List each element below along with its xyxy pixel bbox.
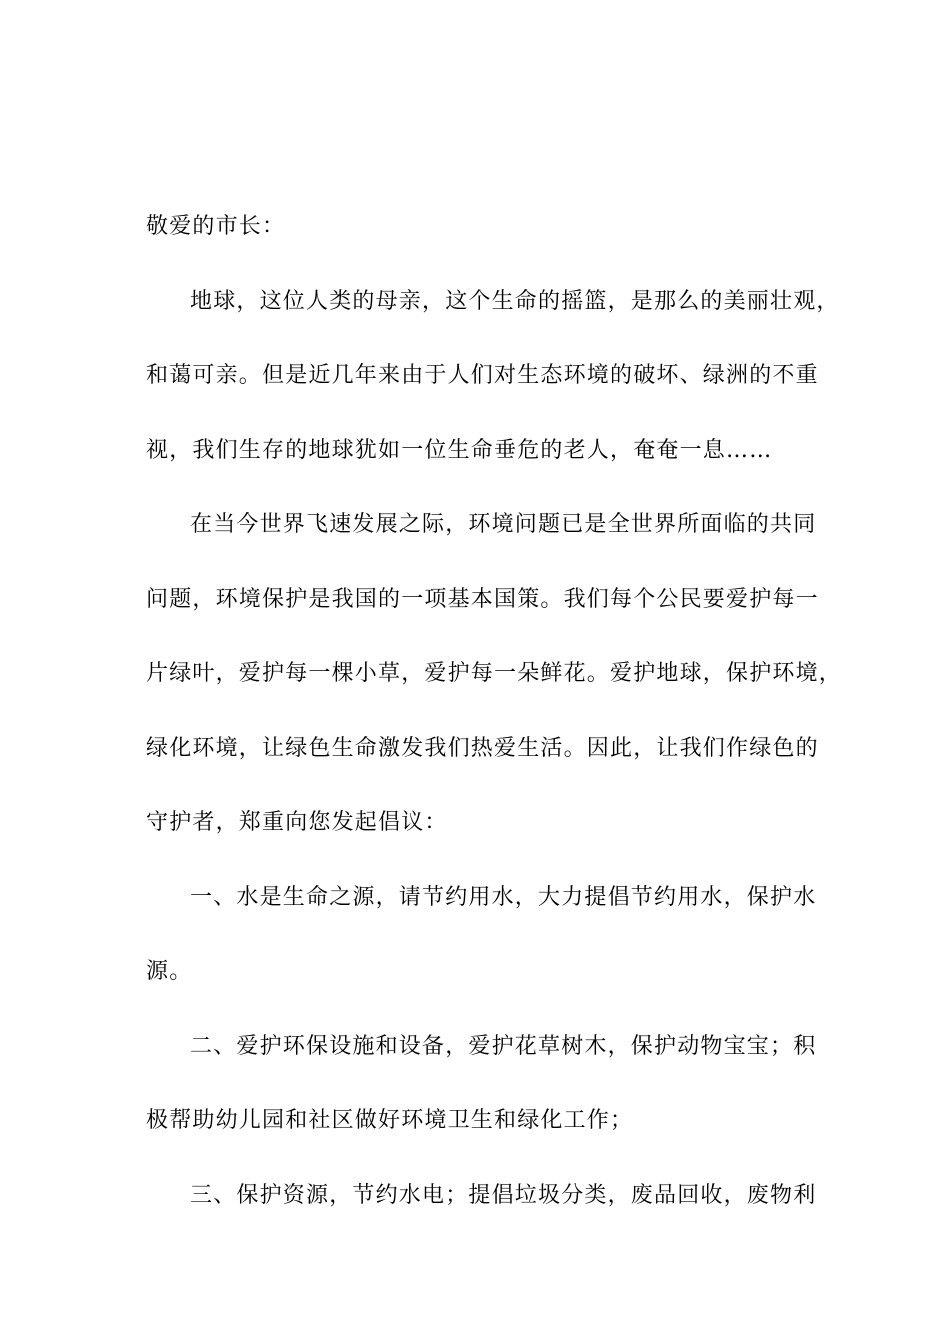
proposal-1-line-2: 源。: [146, 959, 193, 984]
paragraph-2-line-5: 守护者，郑重向您发起倡议：: [146, 810, 448, 835]
proposal-2-line-1: 二、爱护环保设施和设备，爱护花草树木，保护动物宝宝；积: [190, 1034, 817, 1059]
paragraph-1-line-3: 视，我们生存的地球犹如一位生命垂危的老人，奄奄一息……: [146, 438, 773, 463]
paragraph-1-line-1: 地球，这位人类的母亲，这个生命的摇篮，是那么的美丽壮观，: [190, 289, 840, 314]
paragraph-2-line-4: 绿化环境，让绿色生命激发我们热爱生活。因此，让我们作绿色的: [146, 736, 819, 761]
paragraph-2-line-3: 片绿叶，爱护每一棵小草，爱护每一朵鲜花。爱护地球，保护环境，: [146, 661, 843, 686]
proposal-3-line-1: 三、保护资源，节约水电；提倡垃圾分类，废品回收，废物利: [190, 1183, 817, 1208]
proposal-2-line-2: 极帮助幼儿园和社区做好环境卫生和绿化工作；: [146, 1108, 634, 1133]
paragraph-1-line-2: 和蔼可亲。但是近几年来由于人们对生态环境的破坏、绿洲的不重: [146, 363, 819, 388]
proposal-1-line-1: 一、水是生命之源，请节约用水，大力提倡节约用水，保护水: [190, 885, 817, 910]
paragraph-2-line-2: 问题，环境保护是我国的一项基本国策。我们每个公民要爱护每一: [146, 587, 819, 612]
salutation: 敬爱的市长：: [146, 214, 286, 239]
paragraph-2-line-1: 在当今世界飞速发展之际，环境问题已是全世界所面临的共同: [190, 512, 817, 537]
